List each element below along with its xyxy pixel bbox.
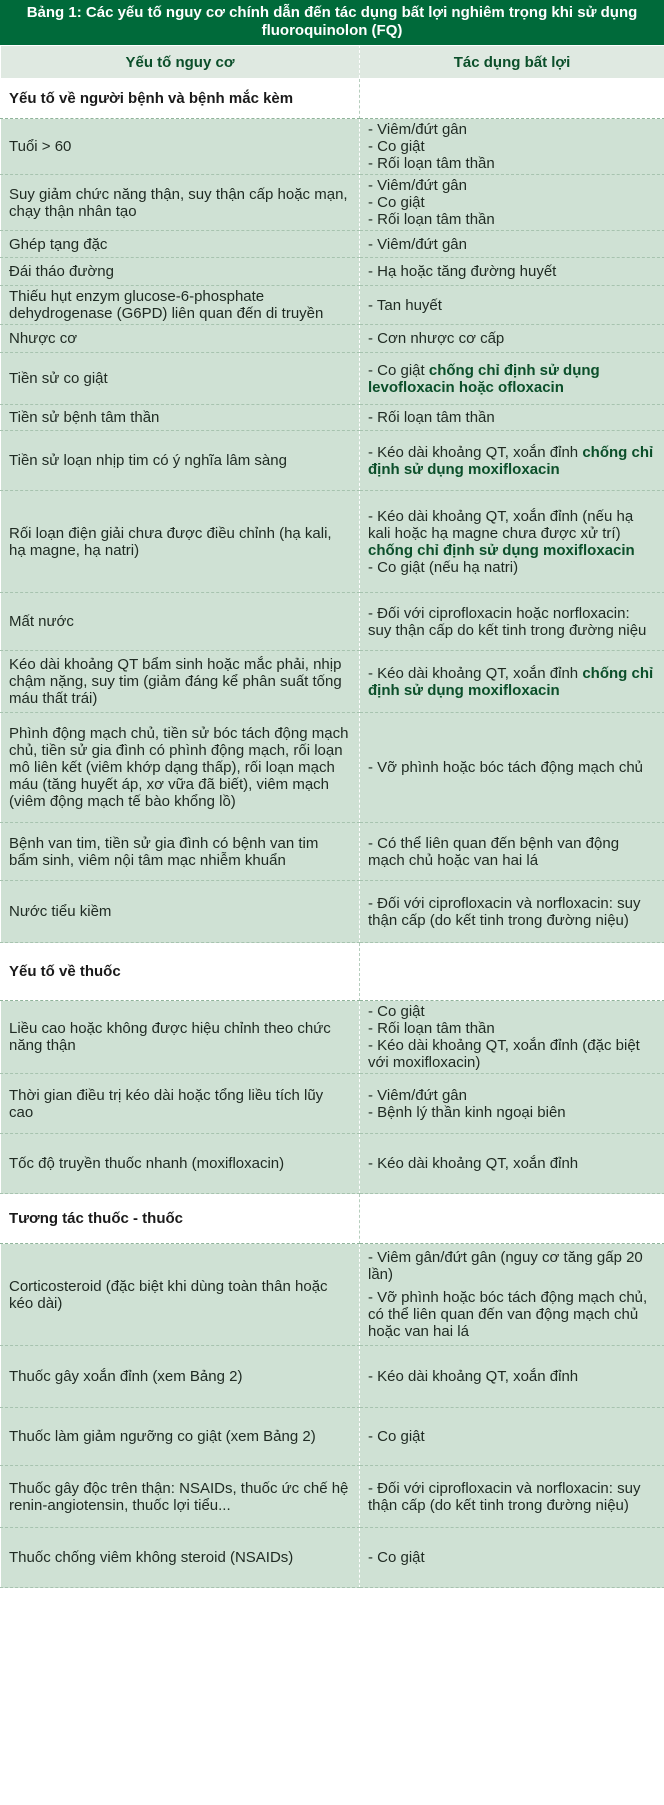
adverse-effect-cell [360,593,664,651]
table-row [1,431,664,491]
effect-text: - Rối loạn tâm thần [368,155,495,172]
effect-line [368,1428,656,1445]
section-title: Yếu tố về người bệnh và bệnh mắc kèm [1,79,360,119]
adverse-effect-cell [360,431,664,491]
adverse-effect-cell [360,175,664,231]
adverse-effect-cell [360,1346,664,1408]
effect-text: - Rối loạn tâm thần [368,1020,495,1037]
effect-line [368,1087,656,1104]
table-row [1,1528,664,1588]
section-empty-cell [360,79,664,119]
table-row [1,258,664,286]
risk-factor-cell: Thuốc gây độc trên thận: NSAIDs, thuốc ức chế hệ renin-angiotensin, thuốc lợi tiểu... [1,1466,360,1528]
section-empty-cell [360,1194,664,1244]
table-row [1,1001,664,1074]
risk-factor-cell: Suy giảm chức năng thận, suy thận cấp hoặc mạn, chạy thận nhân tạo [1,175,360,231]
adverse-effect-cell [360,1528,664,1588]
table-row [1,1244,664,1346]
effect-text: - Kéo dài khoảng QT, xoắn đỉnh [368,1155,579,1172]
section-row [1,79,664,119]
table-row [1,823,664,881]
effect-line [368,895,656,929]
table-row [1,1466,664,1528]
effect-text: - Co giật [368,1549,425,1566]
effect-text: - Cơn nhược cơ cấp [368,330,505,347]
table-row [1,881,664,943]
effect-line [368,559,656,576]
section-title: Yếu tố về thuốc [1,943,360,1001]
risk-factor-cell: Mất nước [1,593,360,651]
effect-text: - Có thể liên quan đến bệnh van động mạch chủ hoặc van hai lá [368,834,620,869]
effect-line [368,1289,656,1340]
contraindication-text: chống chỉ định sử dụng moxifloxacin [368,443,654,478]
effect-line [368,1155,656,1172]
risk-factor-cell: Nhược cơ [1,325,360,353]
effect-line [368,444,656,478]
header-risk-factor: Yếu tố nguy cơ [1,46,360,79]
adverse-effect-cell [360,881,664,943]
adverse-effect-cell [360,119,664,175]
effect-text: - Viêm/đứt gân [368,121,467,138]
risk-factor-cell: Thuốc chống viêm không steroid (NSAIDs) [1,1528,360,1588]
adverse-effect-cell [360,491,664,593]
table-row [1,1408,664,1466]
table-row [1,1074,664,1134]
effect-text: - Kéo dài khoảng QT, xoắn đỉnh (nếu hạ kali hoặc hạ magne chưa được xử trí) [368,507,634,542]
table-row [1,353,664,405]
effect-line [368,665,656,699]
effect-line [368,1037,656,1071]
effect-text: - Tan huyết [368,296,442,314]
effect-text: - Đối với ciprofloxacin và norfloxacin: suy thận cấp (do kết tinh trong đường niệu) [368,894,641,929]
effect-line [368,1368,656,1385]
effect-line [368,508,656,559]
table-row [1,286,664,325]
table-row [1,231,664,258]
table-row [1,1346,664,1408]
effect-line [368,1104,656,1121]
risk-factor-cell: Ghép tạng đặc [1,231,360,258]
risk-factor-cell: Tiền sử co giật [1,353,360,405]
risk-factor-cell: Phình động mạch chủ, tiền sử bóc tách động mạch chủ, tiền sử gia đình có phình động mạch, rối loạn mô liên kết (viêm khớp dạng thấp), rối loạn mạch máu (tăng huyết áp, xơ vữa đã biết), viêm mạch (viêm động mạch tế bào khổng lồ) [1,713,360,823]
effect-text: - Viêm/đứt gân [368,1086,467,1104]
effect-line [368,177,656,194]
risk-factor-cell: Tốc độ truyền thuốc nhanh (moxifloxacin) [1,1134,360,1194]
effect-line [368,211,656,228]
effect-text: - Bệnh lý thần kinh ngoại biên [368,1103,566,1121]
effect-text: - Kéo dài khoảng QT, xoắn đỉnh [368,1368,579,1385]
effect-text: - Vỡ phình hoặc bóc tách động mạch chủ [368,759,644,776]
risk-factor-cell: Đái tháo đường [1,258,360,286]
adverse-effect-cell [360,353,664,405]
adverse-effect-cell [360,1244,664,1346]
risk-factor-cell: Rối loạn điện giải chưa được điều chỉnh (hạ kali, hạ magne, hạ natri) [1,491,360,593]
effect-line [368,121,656,138]
effect-line [368,1003,656,1020]
effect-line [368,297,656,314]
risk-factor-cell: Tiền sử loạn nhịp tim có ý nghĩa lâm sàng [1,431,360,491]
table-row [1,405,664,431]
risk-factor-cell: Corticosteroid (đặc biệt khi dùng toàn thân hoặc kéo dài) [1,1244,360,1346]
effect-text: - Co giật [368,1428,425,1445]
effect-text: - Co giật [368,1003,425,1020]
risk-factor-cell: Thuốc làm giảm ngưỡng co giật (xem Bảng 2) [1,1408,360,1466]
effect-text: - Viêm/đứt gân [368,177,467,194]
adverse-effect-cell [360,823,664,881]
effect-line [368,1020,656,1037]
table-row [1,713,664,823]
adverse-effect-cell [360,1408,664,1466]
table-row [1,491,664,593]
adverse-effect-cell [360,651,664,713]
table-row [1,1134,664,1194]
risk-factor-cell: Thời gian điều trị kéo dài hoặc tổng liều tích lũy cao [1,1074,360,1134]
effect-line [368,362,656,396]
table-row [1,651,664,713]
effect-text: - Rối loạn tâm thần [368,409,495,426]
effect-text: - Co giật [368,138,425,155]
contraindication-text: chống chỉ định sử dụng levofloxacin hoặc ofloxacin [368,361,600,396]
risk-factor-cell: Thuốc gây xoắn đỉnh (xem Bảng 2) [1,1346,360,1408]
table-row [1,593,664,651]
effect-text: - Co giật [368,194,425,211]
risk-factor-cell: Tiền sử bệnh tâm thần [1,405,360,431]
adverse-effect-cell [360,1466,664,1528]
effect-line [368,1549,656,1566]
effect-line [368,138,656,155]
header-adverse-effect: Tác dụng bất lợi [360,46,664,79]
effect-text: - Co giật [368,361,429,379]
adverse-effect-cell [360,231,664,258]
effect-line [368,835,656,869]
effect-line [368,236,656,253]
effect-line [368,155,656,172]
effect-line [368,330,656,347]
risk-factor-table [0,45,664,1588]
risk-factor-cell: Tuổi > 60 [1,119,360,175]
effect-line [368,409,656,426]
effect-text: - Kéo dài khoảng QT, xoắn đỉnh [368,664,583,682]
effect-line [368,263,656,280]
section-row [1,1194,664,1244]
table-row [1,325,664,353]
table-body [1,79,664,1588]
adverse-effect-cell [360,1134,664,1194]
effect-text: - Kéo dài khoảng QT, xoắn đỉnh (đặc biệt với moxifloxacin) [368,1037,640,1071]
effect-text: - Rối loạn tâm thần [368,211,495,228]
effect-line [368,1249,656,1283]
adverse-effect-cell [360,405,664,431]
effect-line [368,605,656,639]
table-row [1,175,664,231]
effect-text: - Đối với ciprofloxacin và norfloxacin: suy thận cấp (do kết tinh trong đường niệu) [368,1479,641,1514]
effect-text: - Vỡ phình hoặc bóc tách động mạch chủ, có thể liên quan đến van động mạch chủ hoặc van hai lá [368,1289,648,1340]
adverse-effect-cell [360,325,664,353]
table-caption: Bảng 1: Các yếu tố nguy cơ chính dẫn đến tác dụng bất lợi nghiêm trọng khi sử dụng fluoroquinolon (FQ) [0,0,664,45]
effect-text: - Hạ hoặc tăng đường huyết [368,263,557,280]
adverse-effect-cell [360,713,664,823]
section-empty-cell [360,943,664,1001]
adverse-effect-cell [360,286,664,325]
effect-text: - Viêm/đứt gân [368,235,467,253]
effect-line [368,1480,656,1514]
effect-text: - Kéo dài khoảng QT, xoắn đỉnh [368,443,583,461]
risk-factor-cell: Kéo dài khoảng QT bẩm sinh hoặc mắc phải, nhịp chậm nặng, suy tim (giảm đáng kể phân suất tống máu thất trái) [1,651,360,713]
section-row [1,943,664,1001]
adverse-effect-cell [360,1001,664,1074]
contraindication-text: chống chỉ định sử dụng moxifloxacin [368,541,635,559]
adverse-effect-cell [360,258,664,286]
risk-factor-cell: Nước tiểu kiềm [1,881,360,943]
table-row [1,119,664,175]
effect-text: - Đối với ciprofloxacin hoặc norfloxacin: suy thận cấp do kết tinh trong đường niệu [368,604,647,639]
risk-factor-cell: Bệnh van tim, tiền sử gia đình có bệnh van tim bẩm sinh, viêm nội tâm mạc nhiễm khuẩn [1,823,360,881]
effect-line [368,194,656,211]
section-title: Tương tác thuốc - thuốc [1,1194,360,1244]
effect-line [368,759,656,776]
effect-text: - Viêm gân/đứt gân (nguy cơ tăng gấp 20 lần) [368,1249,643,1283]
table-header-row [1,46,664,79]
risk-factor-cell: Liều cao hoặc không được hiệu chỉnh theo chức năng thận [1,1001,360,1074]
risk-factor-cell: Thiếu hụt enzym glucose-6-phosphate dehydrogenase (G6PD) liên quan đến di truyền [1,286,360,325]
effect-text: - Co giật (nếu hạ natri) [368,558,519,576]
adverse-effect-cell [360,1074,664,1134]
contraindication-text: chống chỉ định sử dụng moxifloxacin [368,664,654,699]
